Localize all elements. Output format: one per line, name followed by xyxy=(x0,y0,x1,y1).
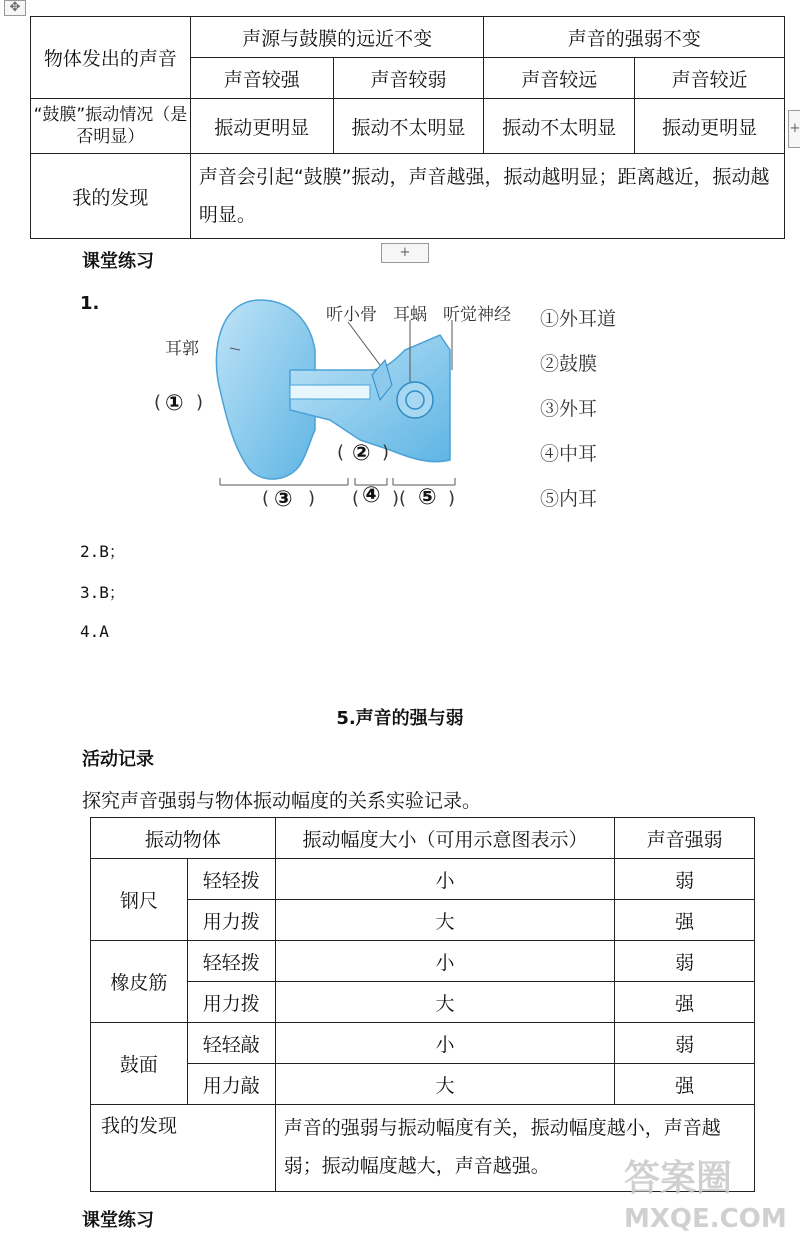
action-cell: 轻轻拨 xyxy=(187,941,275,982)
col-header: 声音较近 xyxy=(635,58,785,99)
svg-text:): ) xyxy=(196,392,204,413)
finding-text: 声音的强弱与振动幅度有关，振动幅度越小，声音越弱；振动幅度越大，声音越强。 xyxy=(275,1105,754,1192)
vibration-label: “鼓膜”振动情况（是否明显） xyxy=(31,99,191,154)
vibration-cell: 振动不太明显 xyxy=(484,99,635,154)
svg-text:(: ( xyxy=(154,392,162,413)
loudness-cell: 弱 xyxy=(615,941,755,982)
finding-label: 我的发现 xyxy=(31,154,191,239)
activity-intro: 探究声音强弱与物体振动幅度的关系实验记录。 xyxy=(82,790,482,812)
add-column-button[interactable]: + xyxy=(788,110,800,148)
loudness-cell: 弱 xyxy=(615,859,755,900)
col-header: 声音较远 xyxy=(484,58,635,99)
watermark-url: MXQE.COM xyxy=(624,1204,787,1234)
mark-5: ⑤ xyxy=(418,485,437,510)
loudness-experiment-table xyxy=(90,817,755,1192)
practice-heading-2: 课堂练习 xyxy=(82,1210,154,1231)
svg-text:): ) xyxy=(448,488,456,509)
answer-3: 3.B； xyxy=(80,583,125,602)
mark-1: ① xyxy=(165,391,184,416)
amplitude-cell: 大 xyxy=(275,900,614,941)
object-cell: 橡皮筋 xyxy=(91,941,188,1023)
table-move-handle[interactable]: ✥ xyxy=(4,0,26,16)
group-header-strength: 声音的强弱不变 xyxy=(484,17,785,58)
answer-4: 4.A xyxy=(80,622,109,641)
label-auditory-nerve: 听觉神经 xyxy=(443,305,511,325)
vibration-cell: 振动不太明显 xyxy=(333,99,484,154)
loudness-cell: 强 xyxy=(615,982,755,1023)
svg-text:)(: )( xyxy=(392,488,407,509)
amplitude-cell: 小 xyxy=(275,941,614,982)
practice-heading: 课堂练习 xyxy=(82,251,154,272)
finding-label: 我的发现 xyxy=(91,1105,276,1192)
col-header: 声音较弱 xyxy=(333,58,484,99)
watermark-logo: 答案圈 xyxy=(624,1158,733,1199)
amplitude-cell: 大 xyxy=(275,1064,614,1105)
action-cell: 轻轻拨 xyxy=(187,859,275,900)
label-ossicles: 听小骨 xyxy=(326,305,377,325)
question-number: 1. xyxy=(80,293,100,314)
loudness-cell: 弱 xyxy=(615,1023,755,1064)
mark-4: ④ xyxy=(362,483,381,508)
action-cell: 用力敲 xyxy=(187,1064,275,1105)
header-loudness: 声音强弱 xyxy=(615,818,755,859)
loudness-cell: 强 xyxy=(615,900,755,941)
svg-text:): ) xyxy=(308,488,316,509)
mark-3: ③ xyxy=(274,487,293,512)
svg-text:): ) xyxy=(382,442,390,463)
action-cell: 用力拨 xyxy=(187,900,275,941)
amplitude-cell: 小 xyxy=(275,1023,614,1064)
row-header-sound: 物体发出的声音 xyxy=(31,17,191,99)
vibration-cell: 振动更明显 xyxy=(190,99,333,154)
loudness-cell: 强 xyxy=(615,1064,755,1105)
amplitude-cell: 大 xyxy=(275,982,614,1023)
svg-text:(: ( xyxy=(262,488,270,509)
action-cell: 轻轻敲 xyxy=(187,1023,275,1064)
header-amplitude: 振动幅度大小（可用示意图表示） xyxy=(275,818,614,859)
legend-item: ③外耳 xyxy=(540,398,598,420)
mark-2: ② xyxy=(352,441,371,466)
col-header: 声音较强 xyxy=(190,58,333,99)
legend-item: ②鼓膜 xyxy=(540,353,598,375)
activity-heading: 活动记录 xyxy=(82,749,154,770)
label-outer-ear: 耳郭 xyxy=(165,339,199,359)
ear-structure-diagram xyxy=(140,290,530,520)
hearing-experiment-table xyxy=(30,16,785,239)
object-cell: 鼓面 xyxy=(91,1023,188,1105)
action-cell: 用力拨 xyxy=(187,982,275,1023)
amplitude-cell: 小 xyxy=(275,859,614,900)
section-title: 5.声音的强与弱 xyxy=(336,708,464,729)
group-header-distance: 声源与鼓膜的远近不变 xyxy=(190,17,484,58)
finding-text: 声音会引起“鼓膜”振动，声音越强，振动越明显；距离越近，振动越明显。 xyxy=(190,154,784,239)
object-cell: 钢尺 xyxy=(91,859,188,941)
legend-item: ①外耳道 xyxy=(540,308,617,330)
vibration-cell: 振动更明显 xyxy=(635,99,785,154)
add-row-button[interactable]: + xyxy=(381,243,429,263)
svg-text:(: ( xyxy=(337,442,345,463)
header-object: 振动物体 xyxy=(91,818,276,859)
legend-item: ⑤内耳 xyxy=(540,488,598,510)
label-cochlea: 耳蜗 xyxy=(393,305,427,325)
svg-text:(: ( xyxy=(352,488,360,509)
answer-2: 2.B； xyxy=(80,542,125,561)
legend-item: ④中耳 xyxy=(540,443,598,465)
